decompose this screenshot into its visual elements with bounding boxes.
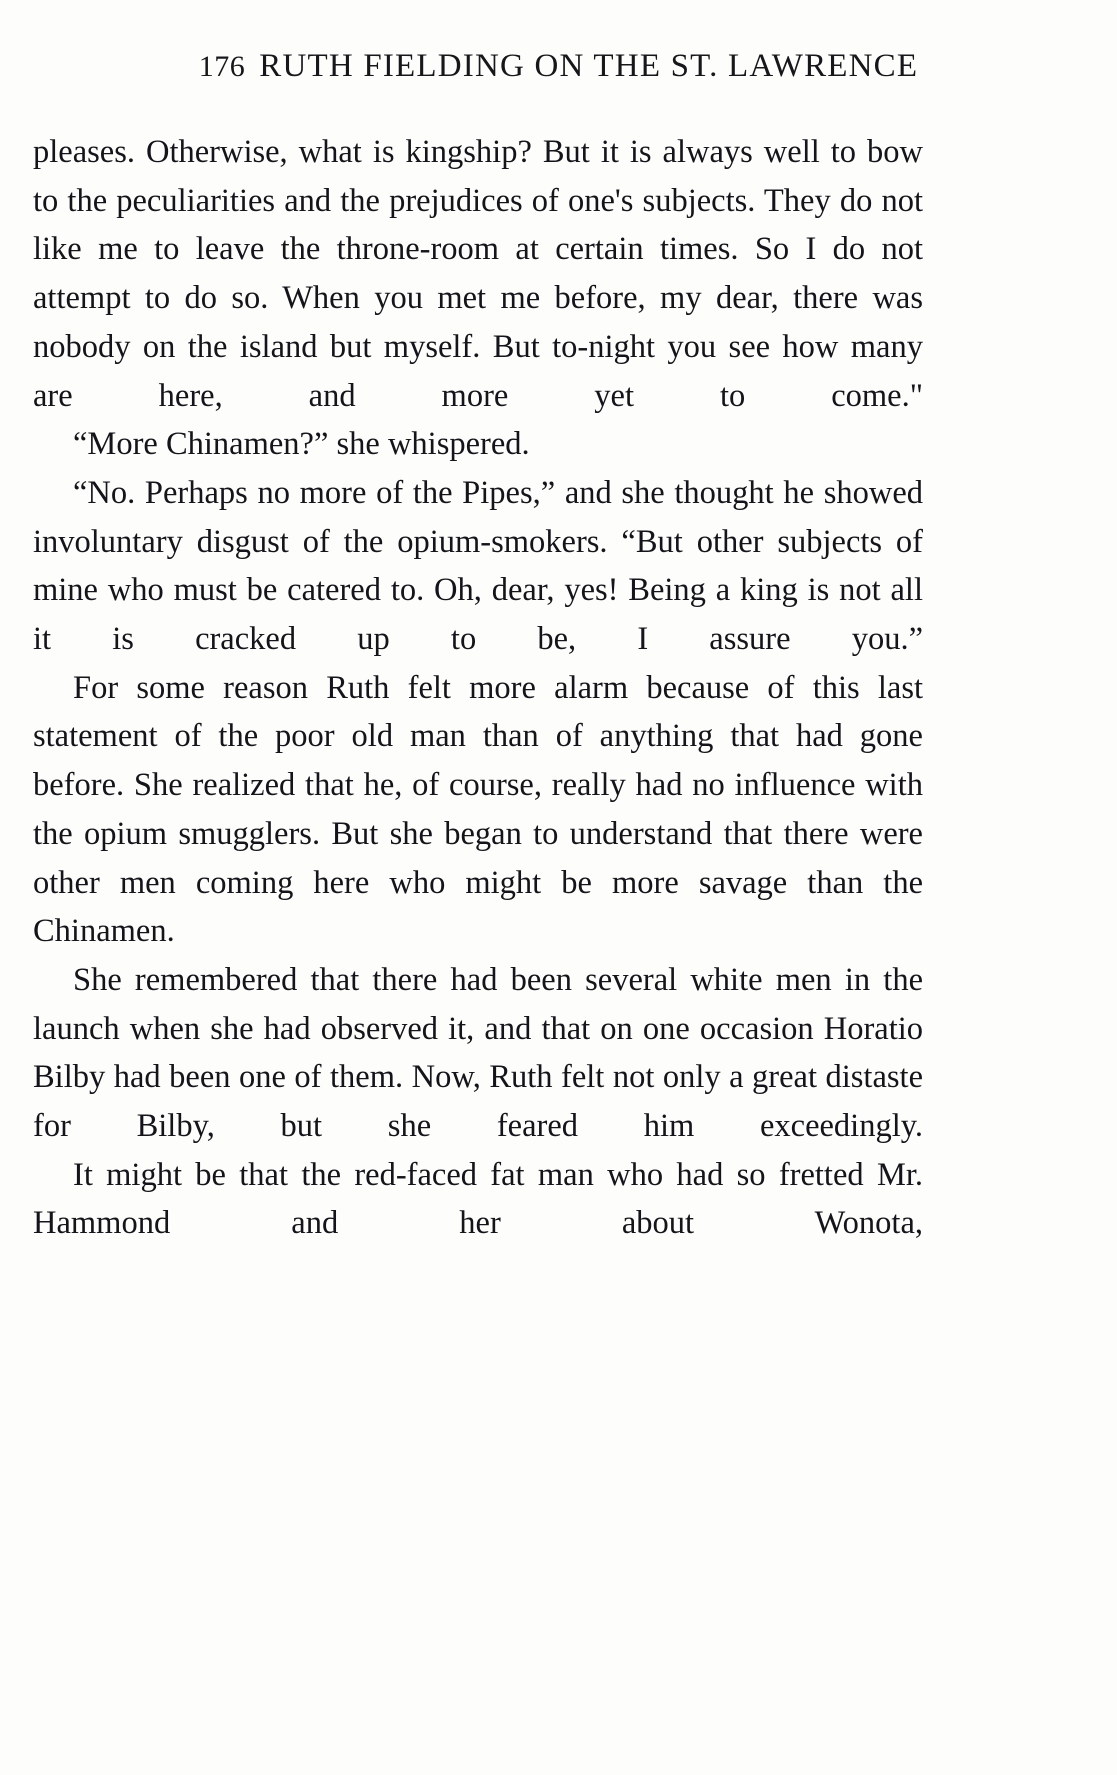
paragraph-red-faced-fat-man: It might be that the red-faced fat man who had so fretted Mr. Hammond and her about Wonota, <box>33 1156 923 1242</box>
page-number: 176 <box>198 50 246 83</box>
paragraph-continuation: pleases. Otherwise, what is kingship? But it is always well to bow to the peculiarities and the prejudices of one's subjects. They do not like me to leave the throne-room at certain times. So I do not attempt to do so. When you met me before, my dear, there was nobody on the island but myself. But to-night you see how many are here, and more yet to come." <box>33 134 923 414</box>
body-text <box>33 128 923 1248</box>
running-head-title: RUTH FIELDING ON THE ST. LAWRENCE <box>259 48 919 84</box>
paragraph-ruth-alarm: For some reason Ruth felt more alarm because of this last statement of the poor old man than of anything that had gone before. She realized that he, of course, really had no influence with the opium smugglers. But she began to understand that there were other men coming here who might be more savage than the Chinamen. <box>33 669 923 950</box>
paragraph-she-remembered: She remembered that there had been several white men in the launch when she had observed it, and that on one occasion Horatio Bilby had been one of them. Now, Ruth felt not only a great distaste for Bilby, but she feared him exceedingly. <box>33 961 923 1145</box>
paragraph-dialogue-no-perhaps: “No. Perhaps no more of the Pipes,” and she thought he showed involuntary disgust of the opium-smokers. “But other subjects of mine who must be catered to. Oh, dear, yes! Being a king is not all it is cracked up to be, I assure you.” <box>33 474 923 658</box>
running-head <box>0 48 1117 85</box>
paragraph-dialogue-more-chinamen: “More Chinamen?” she whispered. <box>73 426 530 463</box>
